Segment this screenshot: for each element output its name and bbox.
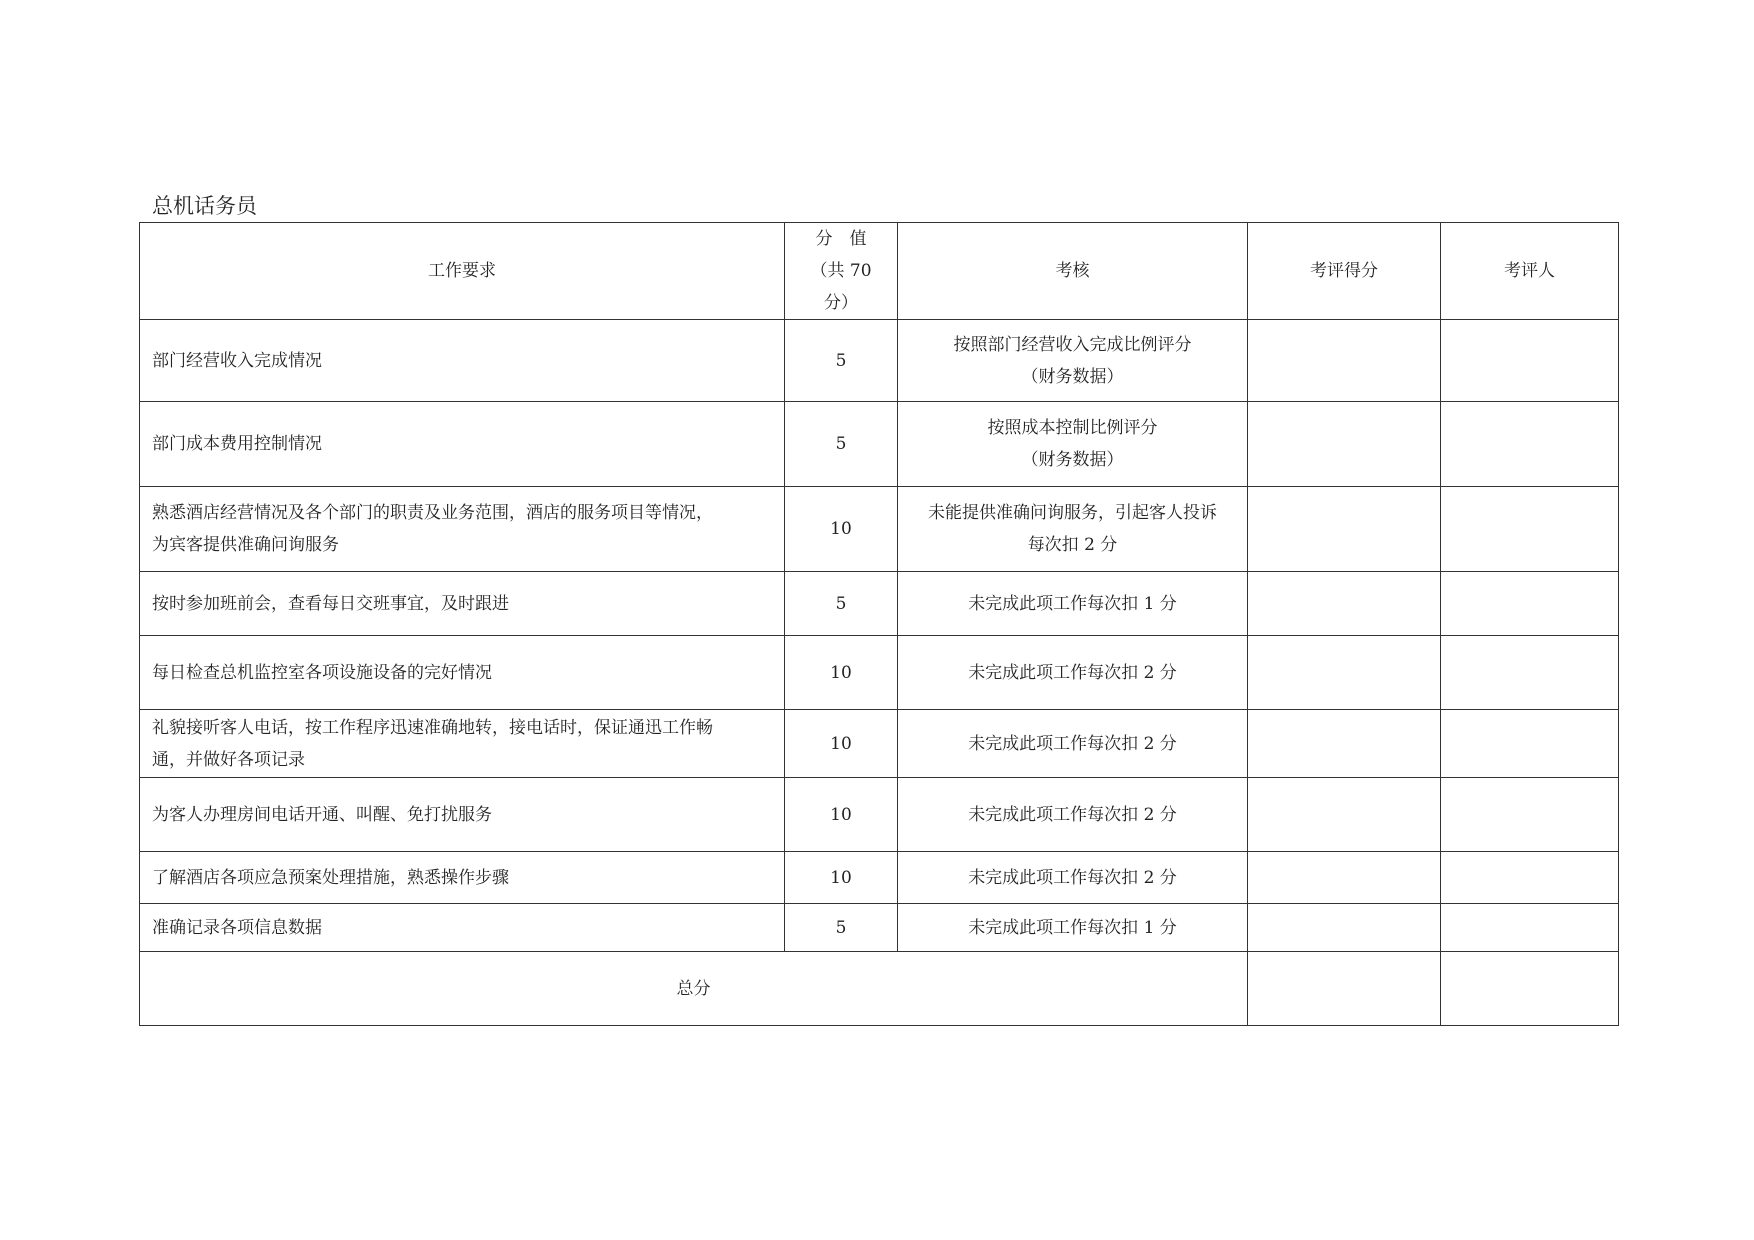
requirement-line: 为客人办理房间电话开通、叫醒、免打扰服务: [152, 804, 492, 825]
assessment-line: 按照部门经营收入完成比例评分: [953, 334, 1192, 355]
eval-score-cell[interactable]: [1248, 904, 1441, 952]
evaluator-cell[interactable]: [1441, 320, 1619, 402]
requirement-line: 部门成本费用控制情况: [152, 434, 322, 454]
requirement-cell: [140, 904, 785, 952]
table-row: [140, 778, 1619, 852]
assessment-line: 未完成此项工作每次扣 1 分: [968, 917, 1177, 938]
table-row: [140, 636, 1619, 710]
eval-score-cell[interactable]: [1248, 710, 1441, 778]
table-row: [140, 572, 1619, 636]
assessment-cell: [898, 402, 1248, 487]
score-cell: 10: [785, 778, 898, 852]
eval-score-cell[interactable]: [1248, 636, 1441, 710]
table-row: [140, 402, 1619, 487]
header-evaluator: 考评人: [1441, 223, 1619, 320]
assessment-line: 未完成此项工作每次扣 2 分: [968, 733, 1177, 754]
evaluator-cell[interactable]: [1441, 487, 1619, 572]
requirement-cell: [140, 402, 785, 487]
requirement-cell: [140, 320, 785, 402]
header-score: [785, 223, 898, 320]
assessment-cell: [898, 778, 1248, 852]
eval-score-cell[interactable]: [1248, 402, 1441, 487]
score-cell: 5: [785, 572, 898, 636]
score-cell: 5: [785, 904, 898, 952]
assessment-line: （财务数据）: [1021, 450, 1124, 470]
requirement-line: 熟悉酒店经营情况及各个部门的职责及业务范围，酒店的服务项目等情况，: [152, 503, 713, 523]
assessment-cell: [898, 852, 1248, 904]
evaluator-cell[interactable]: [1441, 636, 1619, 710]
assessment-cell: [898, 572, 1248, 636]
table-row: [140, 852, 1619, 904]
score-cell: 10: [785, 852, 898, 904]
header-score-total: （共 70 分）: [810, 261, 872, 313]
table-header-row: [140, 223, 1619, 320]
requirement-line: 了解酒店各项应急预案处理措施，熟悉操作步骤: [152, 867, 509, 888]
header-assessment: 考核: [898, 223, 1248, 320]
header-requirement: 工作要求: [140, 223, 785, 320]
score-cell: 5: [785, 402, 898, 487]
assessment-line: 未能提供准确问询服务，引起客人投诉: [928, 503, 1217, 523]
total-row: [140, 952, 1619, 1026]
requirement-line: 每日检查总机监控室各项设施设备的完好情况: [152, 662, 492, 683]
score-cell: 5: [785, 320, 898, 402]
requirement-cell: [140, 636, 785, 710]
evaluator-cell[interactable]: [1441, 572, 1619, 636]
table-row: [140, 710, 1619, 778]
evaluator-cell[interactable]: [1441, 852, 1619, 904]
evaluator-cell[interactable]: [1441, 904, 1619, 952]
requirement-cell: [140, 710, 785, 778]
requirement-line: 部门经营收入完成情况: [152, 350, 322, 371]
requirement-cell: [140, 487, 785, 572]
requirement-line: 礼貌接听客人电话，按工作程序迅速准确地转，接电话时，保证通迅工作畅: [152, 717, 713, 738]
eval-score-cell[interactable]: [1248, 572, 1441, 636]
evaluator-cell[interactable]: [1441, 710, 1619, 778]
requirement-cell: [140, 852, 785, 904]
requirement-cell: [140, 778, 785, 852]
requirement-line: 通，并做好各项记录: [152, 749, 305, 770]
header-eval-score: 考评得分: [1248, 223, 1441, 320]
score-cell: 10: [785, 636, 898, 710]
evaluator-cell[interactable]: [1441, 402, 1619, 487]
eval-score-cell[interactable]: [1248, 778, 1441, 852]
assessment-line: 未完成此项工作每次扣 1 分: [968, 593, 1177, 614]
assessment-line: 未完成此项工作每次扣 2 分: [968, 867, 1177, 888]
requirement-line: 为宾客提供准确问询服务: [152, 535, 339, 555]
evaluator-cell[interactable]: [1441, 778, 1619, 852]
requirement-line: 按时参加班前会，查看每日交班事宜，及时跟进: [152, 593, 509, 614]
eval-score-cell[interactable]: [1248, 852, 1441, 904]
table-row: [140, 320, 1619, 402]
total-evaluator-cell[interactable]: [1441, 952, 1619, 1026]
requirement-line: 准确记录各项信息数据: [152, 917, 322, 938]
assessment-cell: [898, 636, 1248, 710]
assessment-cell: [898, 487, 1248, 572]
score-cell: 10: [785, 487, 898, 572]
assessment-line: （财务数据）: [1021, 366, 1124, 387]
total-eval-score-cell[interactable]: [1248, 952, 1441, 1026]
assessment-line: 每次扣 2 分: [1027, 535, 1118, 555]
eval-score-cell[interactable]: [1248, 487, 1441, 572]
page-title: 总机话务员: [152, 194, 257, 218]
eval-score-cell[interactable]: [1248, 320, 1441, 402]
assessment-line: 按照成本控制比例评分: [987, 418, 1158, 438]
assessment-cell: [898, 710, 1248, 778]
assessment-line: 未完成此项工作每次扣 2 分: [968, 662, 1177, 683]
total-label: 总分: [140, 952, 1248, 1026]
score-cell: 10: [785, 710, 898, 778]
assessment-cell: [898, 904, 1248, 952]
table-row: [140, 904, 1619, 952]
header-score-label: 分 值: [815, 229, 867, 249]
assessment-cell: [898, 320, 1248, 402]
requirement-cell: [140, 572, 785, 636]
evaluation-table: [139, 222, 1619, 1026]
table-row: [140, 487, 1619, 572]
assessment-line: 未完成此项工作每次扣 2 分: [968, 804, 1177, 825]
